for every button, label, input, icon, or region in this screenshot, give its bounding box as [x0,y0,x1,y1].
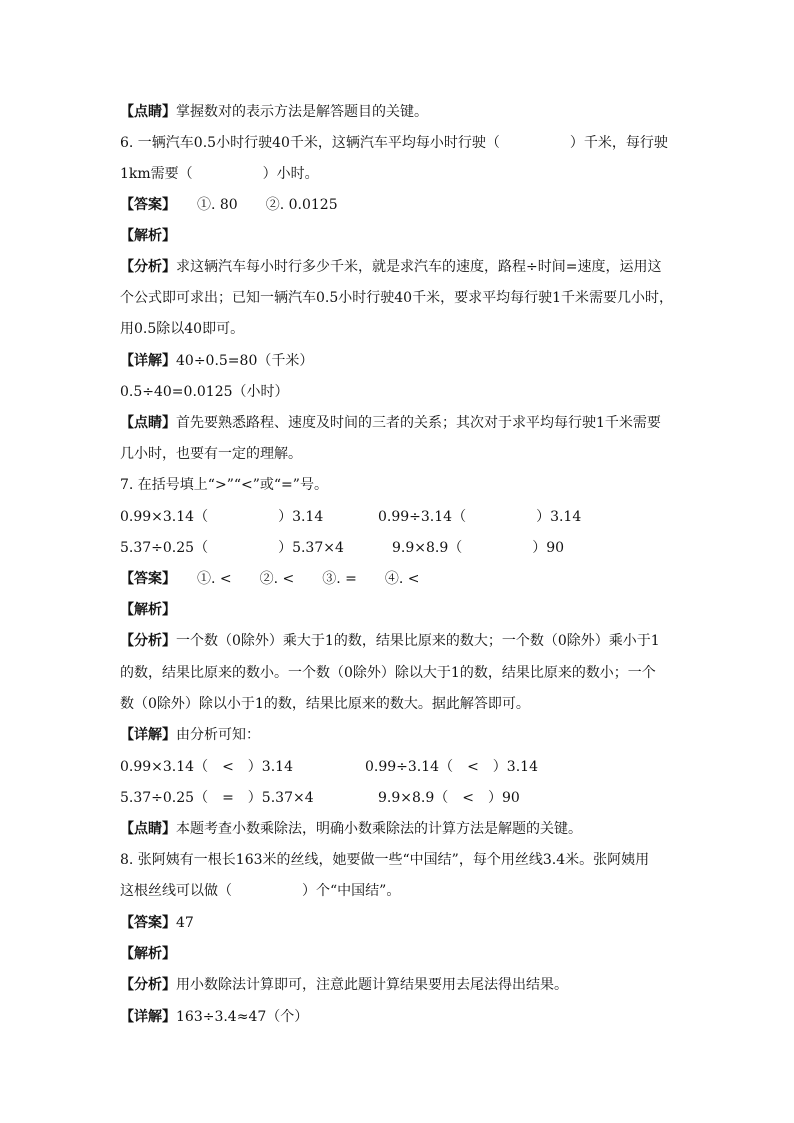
q6-xiangjie1: 【详解】40÷0.5=80（千米） [120,353,314,369]
q7-fenxi1: 【分析】一个数（0除外）乘大于1的数，结果比原来的数大；一个数（0除外）乘小于1 [120,633,660,649]
q5-dianjing [120,103,428,121]
q6-dianjing1: 【点睛】首先要熟悉路程、速度及时间的三者的关系；其次对于求平均每行驶1千米需要 [120,415,661,431]
q6-line1: 6. 一辆汽车0.5小时行驶40千米，这辆汽车平均每小时行驶（ ）千米，每行驶 [120,135,668,151]
q7-fenxi2: 的数，结果比原来的数小。一个数（0除外）除以大于1的数，结果比原来的数小；一个 [120,665,656,681]
dianjing-tag: 【点睛】 [120,415,176,431]
dianjing-tag: 【点睛】 [120,104,176,120]
q7-row2b: 9.9×8.9（ ）90 [392,540,565,556]
q8-fenxi1: 【分析】用小数除法计算即可，注意此题计算结果要用去尾法得出结果。 [120,977,568,993]
q7-row2a: 5.37÷0.25（ ）5.37×4 [120,540,344,556]
q6-answer [120,196,338,214]
fenxi-tag: 【分析】 [120,259,176,275]
dianjing-tag: 【点睛】 [120,821,176,837]
q7-res1a: 0.99×3.14（ < ）3.14 [120,759,293,775]
q6-fenxi1: 【分析】求这辆汽车每小时行多少千米，就是求汽车的速度，路程÷时间=速度，运用这 [120,259,662,275]
answer-text: ①. 80 ②. 0.0125 [169,197,338,213]
xiangjie-tag: 【详解】 [120,727,176,743]
fenxi-tag: 【分析】 [120,633,176,649]
q6-fenxi2: 个公式即可求出；已知一辆汽车0.5小时行驶40千米，要求平均每行驶1千米需要几小时， [120,290,673,306]
answer-tag: 【答案】 [120,915,176,931]
q7-analysis-tag: 【解析】 [120,602,176,618]
q7-xiangjie1: 【详解】由分析可知： [120,727,260,743]
q8-line1: 8. 张阿姨有一根长163米的丝线，她要做一些“中国结”，每个用丝线3.4米。张阿姨用 [120,852,650,868]
xiangjie-tag: 【详解】 [120,353,176,369]
fenxi-tag: 【分析】 [120,977,176,993]
q8-answer: 【答案】47 [120,915,194,931]
q7-res1b: 0.99÷3.14（ < ）3.14 [365,759,538,775]
q6-line2: 1km需要（ ）小时。 [120,166,319,182]
xiangjie-tag: 【详解】 [120,1009,176,1025]
q7-res2b: 9.9×8.9（ < ）90 [378,790,520,806]
q6-xiangjie2: 0.5÷40=0.0125（小时） [120,384,289,400]
q7-fenxi3: 数（0除外）除以小于1的数，结果比原来的数大。据此解答即可。 [120,696,530,712]
q7-res2a: 5.37÷0.25（ = ）5.37×4 [120,790,314,806]
q7-dianjing1: 【点睛】本题考查小数乘除法，明确小数乘除法的计算方法是解题的关键。 [120,821,582,837]
q7-row1a: 0.99×3.14（ ）3.14 [120,509,324,525]
q6-dianjing2: 几小时，也要有一定的理解。 [120,446,302,462]
answer-tag: 【答案】 [120,197,169,213]
q8-line2: 这根丝线可以做（ ）个“中国结”。 [120,883,401,899]
answer-tag: 【答案】 [120,571,169,587]
q7-line1: 7. 在括号填上“>”“<”或“=”号。 [120,477,328,493]
q6-fenxi3: 用0.5除以40即可。 [120,321,245,337]
q7-row1b: 0.99÷3.14（ ）3.14 [378,509,582,525]
q8-analysis-tag: 【解析】 [120,946,176,962]
dianjing-text: 掌握数对的表示方法是解答题目的关键。 [176,104,428,120]
q8-xiangjie1: 【详解】163÷3.4≈47（个） [120,1009,309,1025]
q6-analysis-tag: 【解析】 [120,228,176,244]
q7-answer: 【答案】 ①. < ②. < ③. = ④. < [120,571,420,587]
